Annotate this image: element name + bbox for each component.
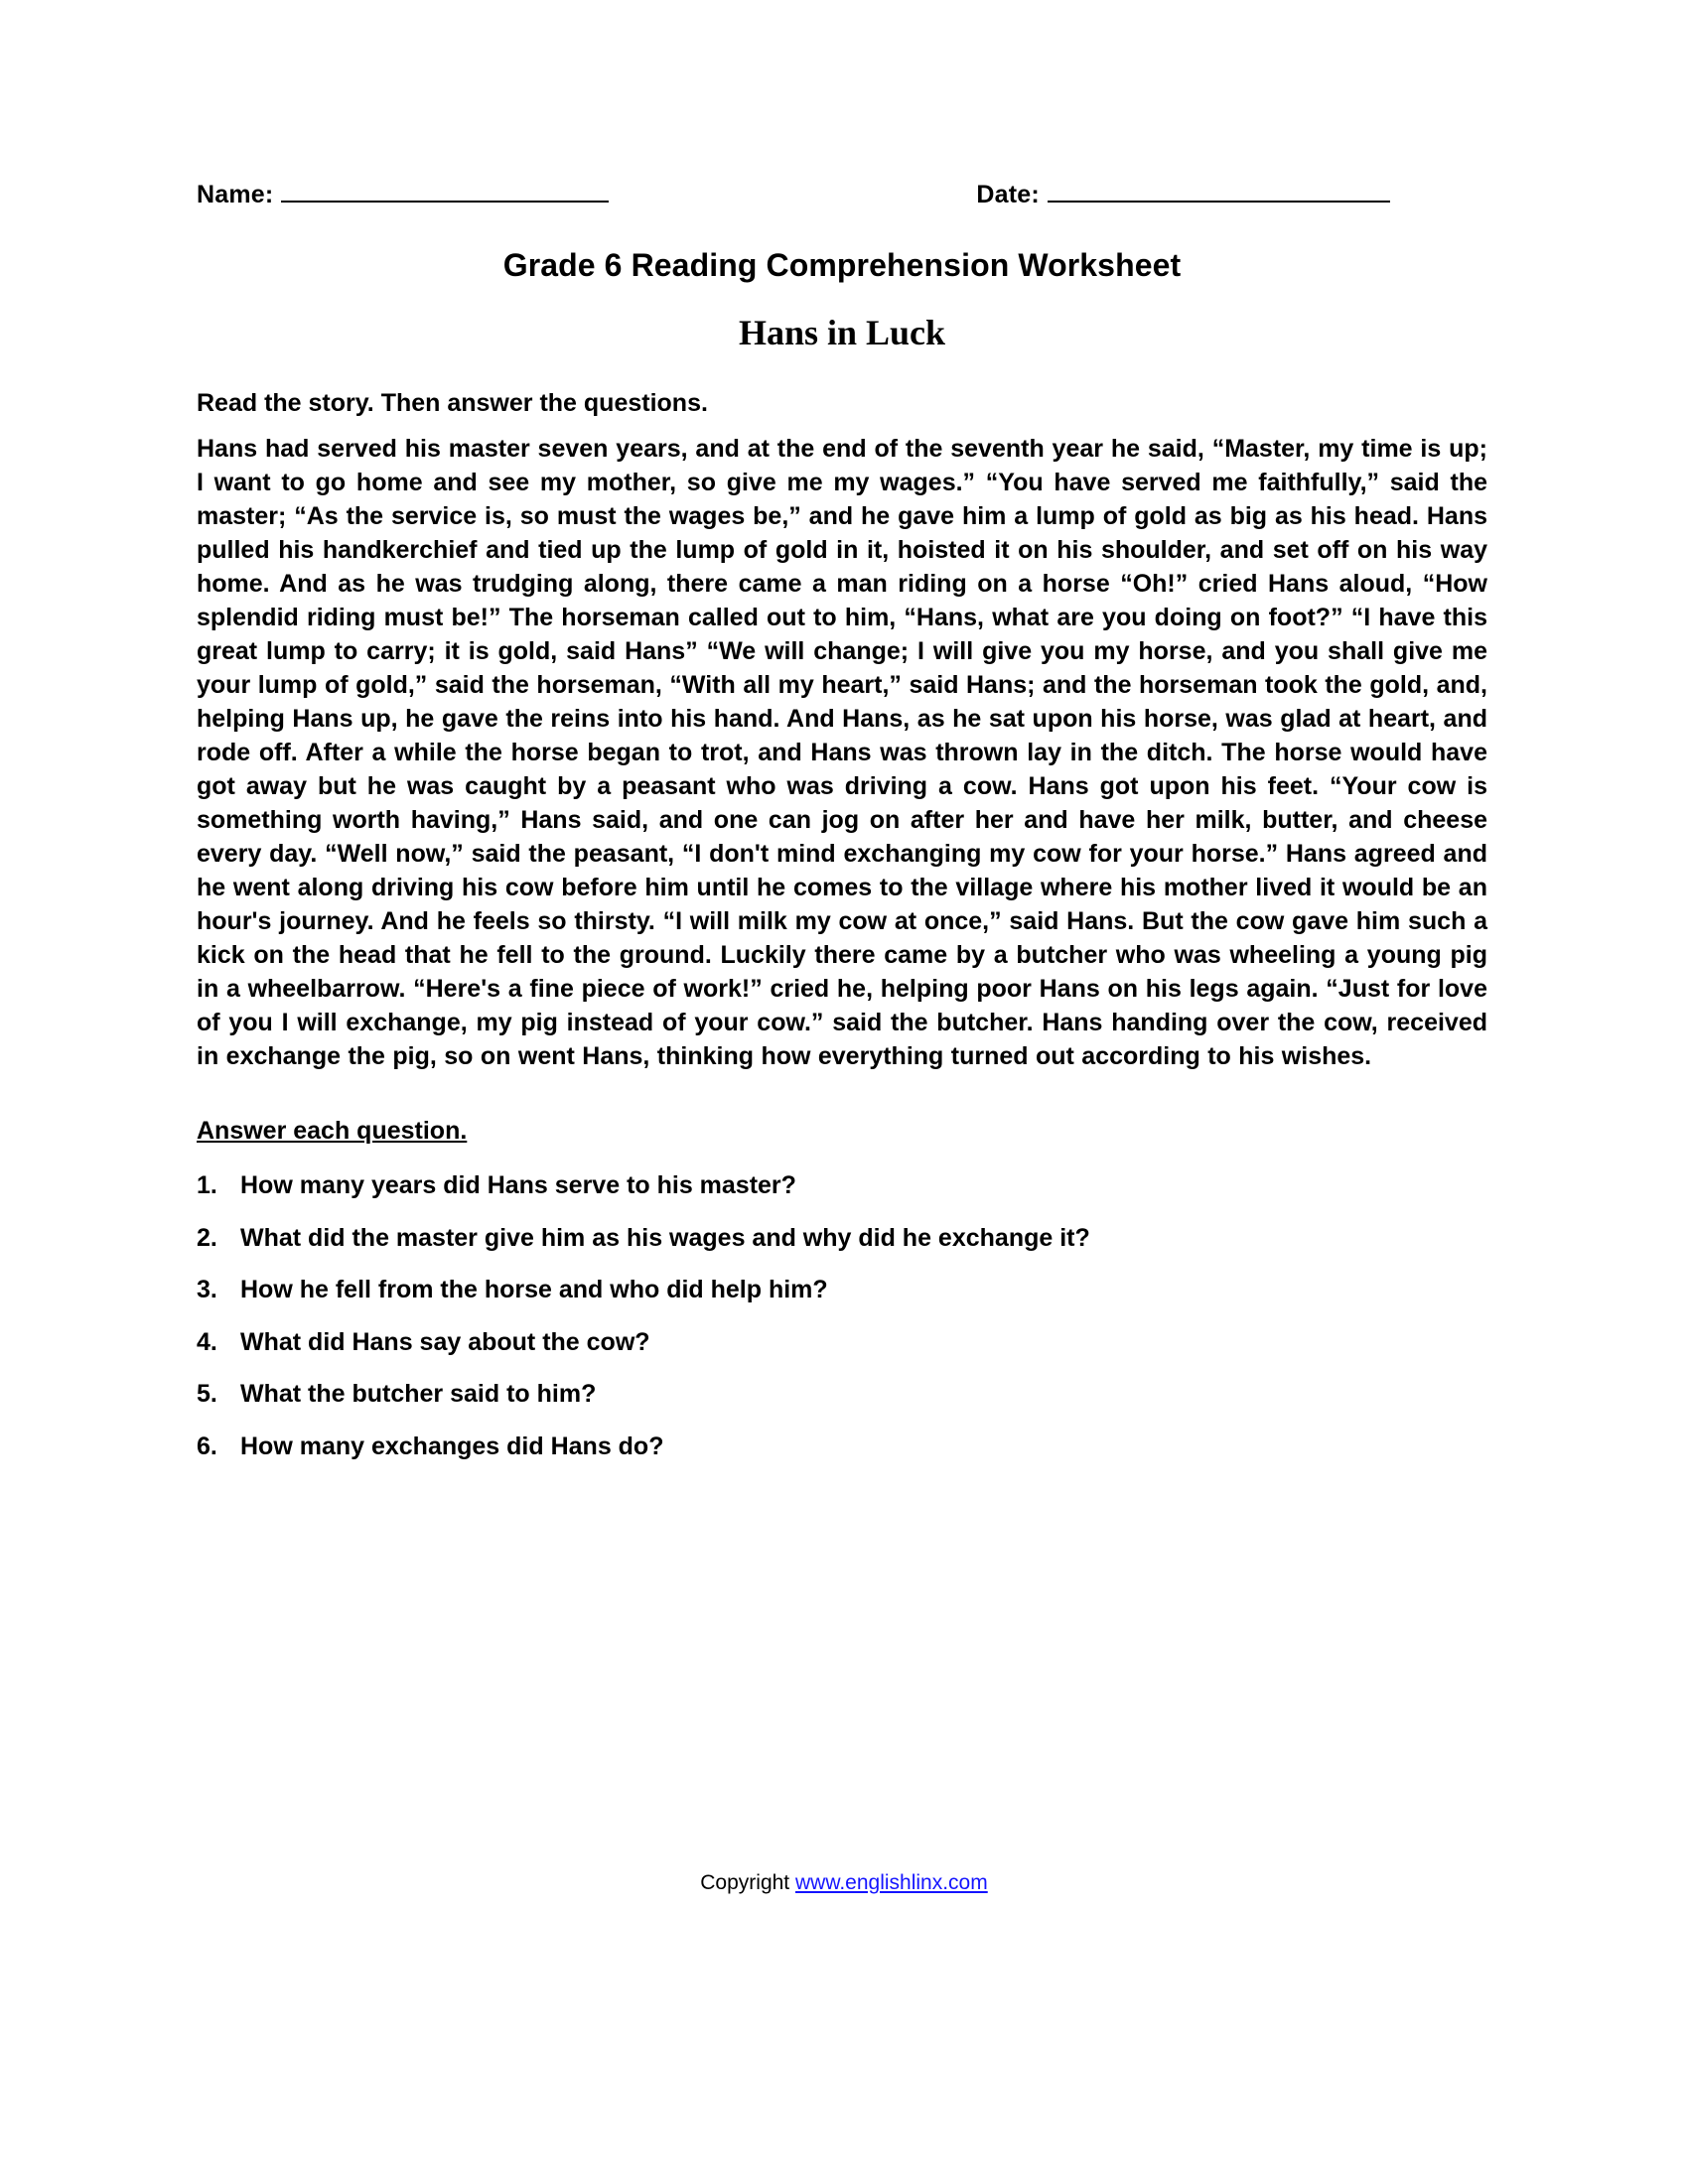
question-text: How many years did Hans serve to his master? <box>240 1171 796 1199</box>
question-text: How he fell from the horse and who did help him? <box>240 1276 828 1303</box>
question-item-2 <box>197 1222 1487 1255</box>
question-number: 2. <box>197 1223 217 1252</box>
story-title: Hans in Luck <box>738 313 946 352</box>
worksheet-content <box>197 179 1487 1482</box>
question-item-5 <box>197 1378 1487 1411</box>
question-item-4 <box>197 1326 1487 1359</box>
name-field-group <box>197 179 609 209</box>
name-label: Name: <box>197 181 274 208</box>
question-number: 5. <box>197 1380 217 1408</box>
question-item-3 <box>197 1274 1487 1306</box>
story-passage: Hans had served his master seven years, and at the end of the seventh year he said, “Master, my time is up; I want to go home and see my mother, so give me my wages.” “You have served me faithfully,” said the master; “As the service is, so must the wages be,” and he gave him a lump of gold as big as his head. Hans pulled his handkerchief and tied up the lump of gold in it, hoisted it on his shoulder, and set off on his way home. And as he was trudging along, there came a man riding on a horse “Oh!” cried Hans aloud, “How splendid riding must be!” The horseman called out to him, “Hans, what are you doing on foot?” “I have this great lump to carry; it is gold, said Hans” “We will change; I will give you my horse, and you shall give me your lump of gold,” said the horseman, “With all my heart,” said Hans; and the horseman took the gold, and, helping Hans up, he gave the reins into his hand. And Hans, as he sat upon his horse, was glad at heart, and rode off. After a while the horse began to trot, and Hans was thrown lay in the ditch. The horse would have got away but he was caught by a peasant who was driving a cow. Hans got upon his feet. “Your cow is something worth having,” Hans said, and one can jog on after her and have her milk, butter, and cheese every day. “Well now,” said the peasant, “I don't mind exchanging my cow for your horse.” Hans agreed and he went along driving his cow before him until he comes to the village where his mother lived it would be an hour's journey. And he feels so thirsty. “I will milk my cow at once,” said Hans. But the cow gave him such a kick on the head that he fell to the ground. Luckily there came by a butcher who was wheeling a young pig in a wheelbarrow. “Here's a fine piece of work!” cried he, helping poor Hans on his legs again. “Just for love of you I will exchange, my pig instead of your cow.” said the butcher. Hans handing over the cow, received in exchange the pig, so on went Hans, thinking how everything turned out according to his wishes. <box>197 435 1487 1070</box>
date-label: Date: <box>976 181 1040 208</box>
question-text: What did Hans say about the cow? <box>240 1327 650 1356</box>
question-item-1 <box>197 1169 1487 1202</box>
question-number: 4. <box>197 1327 217 1356</box>
question-item-6 <box>197 1431 1487 1463</box>
date-input-line[interactable] <box>1048 179 1390 203</box>
name-input-line[interactable] <box>281 179 609 203</box>
question-number: 1. <box>197 1171 217 1199</box>
answer-section-heading-wrap <box>197 1117 1487 1169</box>
header-row <box>197 179 1487 209</box>
copyright-link[interactable]: www.englishlinx.com <box>794 1871 988 1894</box>
reading-instruction: Read the story. Then answer the questions. <box>197 389 708 417</box>
question-list <box>197 1169 1487 1462</box>
question-text: What did the master give him as his wages and why did he exchange it? <box>240 1223 1090 1252</box>
question-number: 3. <box>197 1276 217 1303</box>
date-field-group <box>976 179 1390 209</box>
footer <box>0 1871 1688 1895</box>
worksheet-title: Grade 6 Reading Comprehension Worksheet <box>502 247 1182 283</box>
question-number: 6. <box>197 1432 217 1460</box>
copyright-text: Copyright <box>700 1871 795 1894</box>
question-text: How many exchanges did Hans do? <box>240 1432 664 1460</box>
answer-section-heading: Answer each question. <box>197 1117 468 1145</box>
question-text: What the butcher said to him? <box>240 1380 597 1408</box>
